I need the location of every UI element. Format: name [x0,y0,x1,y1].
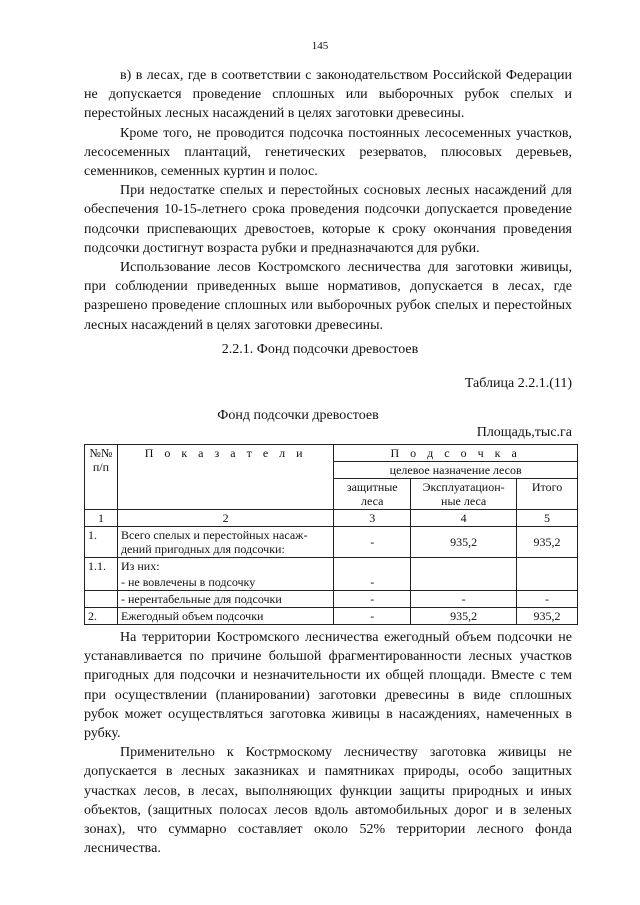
paragraph-excluded-areas: Кроме того, не проводится подсочка постоянных лесосеменных участков, лесосеменных плантаций, генетических резерватов, плюсовых деревьев, семенников, семенных куртин и полос. [84,125,572,180]
header-tapping: П о д с о ч к а [334,445,578,462]
col-number: 4 [411,510,517,527]
col-number: 3 [334,510,411,527]
row-protective: - [334,527,411,558]
row-protective: - [334,608,411,625]
section-heading: 2.2.1. Фонд подсочки древостоев [221,342,419,357]
row-protective [334,558,411,575]
row-label: Из них: [117,558,333,575]
paragraph-list-item-v: в) в лесах, где в соответствии с законодательством Российской Федерации не допускается проведение сплошных или выборочных рубок спелых и перестойных лесных насаждений в целях заготовки древесины. [84,68,572,122]
row-total [517,574,578,591]
header-exploitation: Эксплуатацион-ные леса [411,479,517,510]
header-protective: защитные леса [334,479,411,510]
row-total: 935,2 [517,527,578,558]
page-number: 145 [311,40,329,52]
table-row [85,558,578,575]
row-label: - не вовлечены в подсочку [117,574,333,591]
col-number: 2 [117,510,333,527]
paragraph-annual-volume: На территории Костромского лесничества ежегодный объем подсочки не устанавливается по причине большой фрагментированности лесных участков пригодных для подсочки и незначительности их общей площади. Вместе с тем при осуществлении (планировании) заготовки древесины в виде сплошных рубок может осуществляться заготовка живицы в насаждениях, намеченных в рубку. [84,630,572,742]
row-total: 935,2 [517,608,578,625]
row-num [85,574,118,591]
paragraph-usage-kostroma: Использование лесов Костромского лесничества для заготовки живицы, при соблюдении приведенных выше нормативов, допускается в лесах, где разрешено проведение сплошных или выборочных рубок спелых и перестойных лесных насаждений в целях заготовки древесины. [84,260,572,333]
row-label: Ежегодный объем подсочки [117,608,333,625]
row-num: 1. [85,527,118,558]
row-num: 1.1. [85,558,118,575]
table-col-number-row [85,510,578,527]
col-number: 5 [517,510,578,527]
row-exploitation: 935,2 [411,527,517,558]
table-header-row [85,445,578,462]
header-indicators: П о к а з а т е л и [117,445,333,510]
row-label: Всего спелых и перестойных насаж-дений пригодных для подсочки: [117,527,333,558]
table-row [85,527,578,558]
tapping-fund-table [84,444,578,625]
table-caption: Фонд подсочки древостоев [217,408,379,423]
table-row [85,574,578,591]
row-num [85,591,118,608]
header-purpose: целевое назначение лесов [334,462,578,479]
row-label: - нерентабельные для подсочки [117,591,333,608]
row-total: - [517,591,578,608]
header-num: №№ п/п [85,445,118,510]
table-row [85,608,578,625]
row-exploitation: - [411,591,517,608]
row-exploitation [411,574,517,591]
top-text-block [84,66,572,335]
paragraph-shortage-rule: При недостатке спелых и перестойных сосновых лесных насаждений для обеспечения 10-15-летнего срока проведения подсочки допускается проведение подсочки приспевающих древостоев, которые к сроку окончания проведения подсочки достигнут возраста рубки и предназначаются для рубки. [84,183,572,256]
paragraph-restrictions: Применительно к Кострмоскому лесничеству заготовка живицы не допускается в лесных заказниках и памятниках природы, особо защитных участках лесов, в лесах, выполняющих функции защиты природных и иных объектов, (защитных полосах лесов вдоль автомобильных дорог и в зеленых зонах), что суммарно составляет около 52% территории лесного фонда лесничества. [84,745,572,857]
header-total: Итого [517,479,578,510]
table-label: Таблица 2.2.1.(11) [464,376,572,391]
area-unit-label: Площадь,тыс.га [476,425,572,440]
row-protective: - [334,574,411,591]
row-exploitation [411,558,517,575]
table-row [85,591,578,608]
row-protective: - [334,591,411,608]
col-number: 1 [85,510,118,527]
row-total [517,558,578,575]
row-num: 2. [85,608,118,625]
bottom-text-block [84,628,572,858]
row-exploitation: 935,2 [411,608,517,625]
